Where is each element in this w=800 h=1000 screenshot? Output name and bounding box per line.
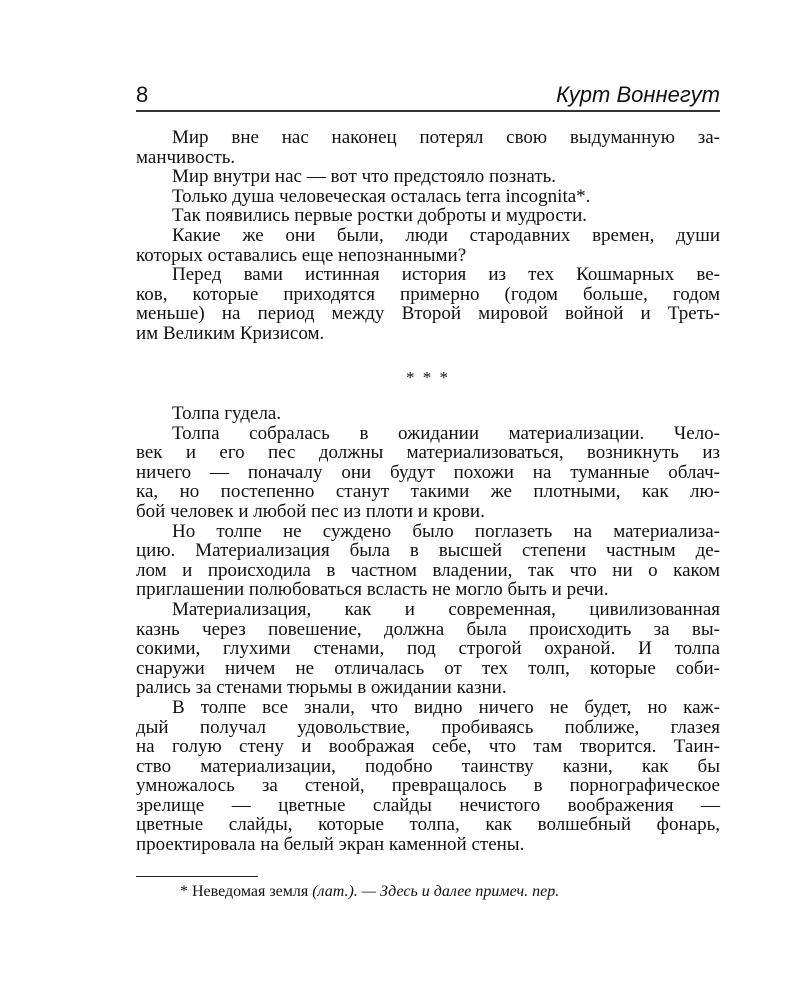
- text-line: сокими, глухими стенами, под строгой охраной. И толпа: [136, 638, 720, 660]
- text-line: В толпе все знали, что видно ничего не будет, но каж-: [172, 696, 720, 718]
- running-title: Курт Воннегут: [556, 82, 720, 107]
- text-line: Мир внутри нас — вот что предстояло познать.: [172, 166, 557, 188]
- paragraph: [136, 167, 720, 187]
- footnote-lang: (лат.).: [312, 883, 358, 900]
- text-line: дый получал удовольствие, пробиваясь поближе, глазея: [136, 716, 720, 738]
- footnote-text: * Неведомая земля: [180, 883, 313, 900]
- paragraph: [136, 404, 720, 424]
- text-line: цветные слайды, которые толпа, как волшебный фонарь,: [136, 814, 720, 836]
- text-line: Так появились первые ростки доброты и мудрости.: [172, 205, 588, 227]
- text-line: цию. Материализация была в высшей степени частным де-: [136, 540, 720, 562]
- paragraph: [136, 187, 720, 207]
- paragraph: [136, 226, 720, 265]
- paragraph: [136, 522, 720, 600]
- paragraph: [136, 600, 720, 698]
- paragraph: [136, 206, 720, 226]
- paragraph: [136, 128, 720, 167]
- text-line: приглашении полюбоваться всласть не могло быть и речи.: [136, 579, 609, 601]
- footnote-note: — Здесь и далее примеч. пер.: [357, 883, 560, 900]
- text-line: лом и происходила в частном владении, так что ни о каком: [136, 559, 720, 581]
- text-line: снаружи ничем не отличалась от тех толп, которые соби-: [136, 657, 720, 679]
- text-line: казнь через повешение, должна была происходить за вы-: [136, 618, 720, 640]
- text-line: рались за стенами тюрьмы в ожидании казни.: [136, 677, 507, 699]
- text-line: Толпа собралась в ожидании материализации. Чело-: [172, 422, 720, 444]
- text-line: ка, но постепенно станут такими же плотными, как лю-: [136, 481, 720, 503]
- text-line: Толпа гудела.: [172, 403, 282, 424]
- text-line: проектировала на белый экран каменной стены.: [136, 834, 525, 856]
- text-line: ков, которые приходятся примерно (годом больше, годом: [136, 283, 720, 305]
- text-line: Перед вами истинная история из тех Кошмарных ве-: [172, 264, 720, 286]
- paragraph: [136, 424, 720, 522]
- paragraph: [136, 698, 720, 855]
- text-line: меньше) на период между Второй мировой войной и Треть-: [136, 303, 720, 325]
- text-line: им Великим Кризисом.: [136, 322, 325, 344]
- text-line: Материализация, как и современная, цивилизованная: [172, 598, 720, 620]
- text-line: которых оставались еще непознанными?: [136, 244, 467, 266]
- page-header: [136, 82, 720, 112]
- text-line: ство материализации, подобно таинству казни, как бы: [136, 755, 720, 777]
- text-line: манчивость.: [136, 146, 236, 168]
- section-2-text: [136, 404, 720, 855]
- footnote-rule: [136, 876, 258, 877]
- text-line: Какие же они были, люди стародавних времен, души: [172, 224, 720, 246]
- text-line: ничего — поначалу они будут похожи на туманные облач-: [136, 461, 720, 483]
- text-line: век и его пес должны материализоваться, возникнуть из: [136, 442, 720, 464]
- footnote: [180, 882, 559, 902]
- section-separator: * * *: [406, 368, 450, 387]
- text-line: зрелище — цветные слайды нечистого воображения —: [136, 794, 720, 816]
- text-line: на голую стену и воображая себе, что там творится. Таин-: [136, 736, 720, 758]
- text-line: Мир вне нас наконец потерял свою выдуманную за-: [172, 127, 720, 148]
- text-line: Только душа человеческая осталась terra incognita*.: [172, 185, 591, 207]
- text-line: умножалось за стеной, превращалось в порнографическое: [136, 775, 720, 797]
- text-line: бой человек и любой пес из плоти и крови.: [136, 500, 485, 522]
- text-line: Но толпе не суждено было поглазеть на материализа-: [172, 520, 720, 542]
- paragraph: [136, 265, 720, 343]
- page-number: 8: [136, 82, 149, 107]
- section-1-text: [136, 128, 720, 344]
